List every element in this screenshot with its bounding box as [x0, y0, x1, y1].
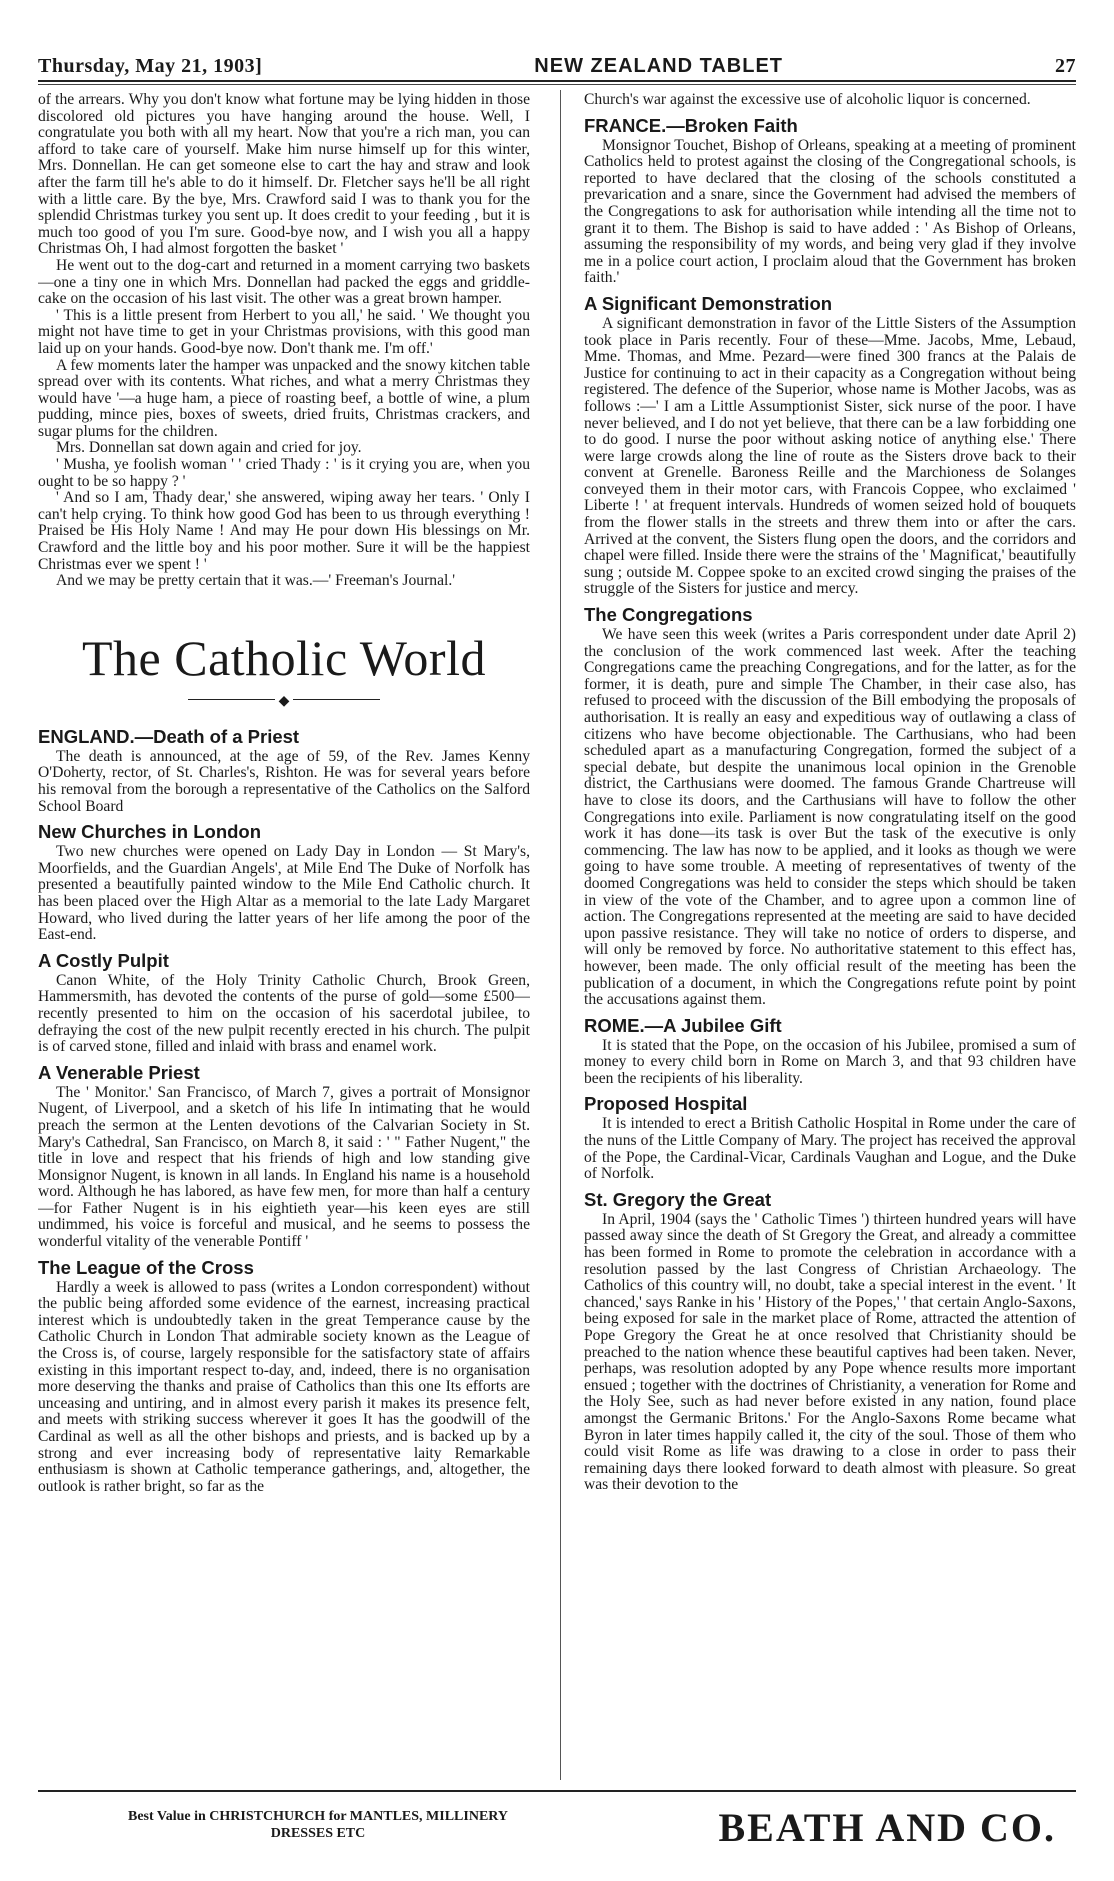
article-paragraph: Hardly a week is allowed to pass (writes a London correspondent) without the public being afforded some evidence of the earnest, increasing practical interest which is undoubtedly taken in the great Temperance cause by the Catholic Church in London That admirable society known as the League of the Cross is, of course, largely responsible for the satisfactory state of affairs existing in this important respect to-day, and, indeed, there is no organisation more deserving the thanks and praise of Catholics than this one Its efforts are unceasing and untiring, and in almost every parish it makes its presence felt, and meets with striking success wherever it goes It has the goodwill of the Cardinal as well as all the other bishops and priests, and is backed up by a strong and ever increasing body of representative laity Remarkable enthusiasm is shown at Catholic temperance gatherings, and, altogether, the outlook is rather bright, so far as the	[38, 1278, 530, 1495]
page-footer	[38, 1800, 1076, 1860]
publication-title: NEW ZEALAND TABLET	[534, 55, 784, 77]
page-header	[38, 38, 1076, 78]
article-heading: The Congregations	[584, 604, 753, 626]
article-paragraph: Monsignor Touchet, Bishop of Orleans, speaking at a meeting of prominent Catholics held to protest against the closing of the Congregational schools, is reported to have declared that the closing of the schools constituted a prevarication and a snare, since the Government had advised the members of the Congregations to ask for authorisation while intending all the time not to grant it to them. The Bishop is said to have added : ' As Bishop of Orleans, assuming the responsibility of my words, and being very glad if they involve me in a police court action, I proclaim aloud that the Government has broken faith.'	[584, 136, 1076, 287]
article-paragraph: In April, 1904 (says the ' Catholic Times ') thirteen hundred years will have passed away since the death of St Gregory the Great, and already a committee has been formed in Rome to promote the celebration in accordance with a resolution passed by the last Congress of Christian Archaeology. The Catholics of this country will, no doubt, take a special interest in the event. ' It chanced,' says Ranke in his ' History of the Popes,' ' that certain Anglo-Saxons, being exposed for sale in the market place of Rome, attracted the attention of Pope Gregory the Great he at once resolved that Christianity should be preached to the nation whence these beautiful captives had been taken. Never, perhaps, was resolution adopted by any Pope whence results more important ensued ; together with the doctrines of Christianity, a veneration for Rome and the Holy See, such as had never before existed in any nation, found place amongst the Germanic Britons.' For the Anglo-Saxons Rome became what Byron in later times happily called it, the city of the soul. Those of them who could visit Rome as life was drawing to a close in order to pass their remaining days there looked forward to death almost with pleasure. So great was their devotion to the	[584, 1210, 1076, 1494]
article-heading: A Venerable Priest	[38, 1061, 200, 1083]
article-heading: A Costly Pulpit	[38, 949, 169, 971]
lead-paragraph: Church's war against the excessive use of alcoholic liquor is concerned.	[584, 92, 1031, 108]
article-paragraph: Canon White, of the Holy Trinity Catholic Church, Brook Green, Hammersmith, has devoted the contents of the purse of gold—some £500—recently presented to him on the occasion of his sacerdotal jubilee, to defraying the cost of the new pulpit recently erected in his church. The pulpit is of carved stone, filled and inlaid with brass and enamel work.	[38, 971, 530, 1056]
footer-rule	[38, 1790, 1076, 1792]
header-date: Thursday, May 21, 1903]	[38, 55, 263, 77]
article-paragraph: We have seen this week (writes a Paris correspondent under date April 2) the conclusion of the work commenced last week. After the teaching Congregations came the preaching Congregations, and for the latter, as for the former, it is death, pure and simple The Chamber, in their case also, has refused to proceed with the discussion of the Bill embodying the proposals of authorisation. It is really an easy and expeditious way of outlawing a class of citizens who have become objectionable. The Carthusians, who had been scheduled apart as a manufacturing Congregation, formed the subject of a special debate, but despite the unanimous local opinion in the Grenoble district, the Carthusians were doomed. The famous Grande Chartreuse will have to close its doors, and the Carthusians will have to follow the other Congregations into exile. Parliament is now congratulating itself on the good work it has done—its task is over But the task of the executive is only commencing. The law has now to be applied, and it looks as though we were going to have some trouble. A meeting of representatives of twenty of the doomed Congregations was held to consider the steps which should be taken in view of the vote of the Chamber, and to agree upon a common line of action. The Congregations represented at the meeting are said to have decided upon passive resistance. They will take no notice of orders to disperse, and will only be removed by force. No authoritative statement to this effect has, however, been made. The only official result of the meeting has been the publication of a document, in which the Congregations refute point by point the accusations against them.	[584, 626, 1076, 1009]
article-paragraph: A significant demonstration in favor of the Little Sisters of the Assumption took place in Paris recently. Four of these—Mme. Jacobs, Mme, Lebaud, Mme. Thomas, and Mme. Pezard—were fined 300 francs at the Palais de Justice for continuing to act in their capacity as a Congregation without being registered. The defence of the Superior, whose name is Mother Jacobs, was as follows :—' I am a Little Assumptionist Sister, sick nurse of the poor. I have never believed, and I do not yet believe, that there can be a law forbidding one to do good. I nurse the poor without asking notice of anything else.' There were large crowds along the line of route as the Sisters drove back to their convent at Grenelle. Baroness Reille and the Marchioness de Solanges conveyed them in their motor cars, with Francois Coppee, who exclaimed ' Liberte ! ' at frequent intervals. Hundreds of women seized hold of bouquets from the flower stalls in the streets and threw them into or after the cars. Arrived at the convent, the Sisters flung open the doors, and the corridors and chapel were filled. Inside there were the strains of the ' Magnificat,' beautifully sung ; outside M. Coppee spoke to an excited crowd singing the praises of the struggle of the Sisters for justice and mercy.	[584, 314, 1076, 598]
left-column	[38, 92, 530, 1782]
diamond-icon: ◆	[275, 695, 294, 709]
header-rule	[38, 80, 1076, 82]
footer-advert	[98, 1808, 538, 1842]
article-paragraph: Two new churches were opened on Lady Day in London — St Mary's, Moorfields, and the Guardian Angels', at Mile End The Duke of Norfolk has presented a beautifully painted window to the Mile End Catholic church. It has been placed over the High Altar as a memorial to the late Lady Margaret Howard, who lived during the latter years of her life among the poor of the East-end.	[38, 843, 530, 944]
article-paragraph: The ' Monitor.' San Francisco, of March 7, gives a portrait of Monsignor Nugent, of Liverpool, and a sketch of his life In intimating that he would preach the sermon at the Lenten devotions of the Calvarian Society in St. Mary's Cathedral, San Francisco, on March 8, it said : ' " Father Nugent," the title in love and respect that his friends of high and low standing give Monsignor Nugent, is known in all lands. In England his name is a household word. Although he has labored, as have few men, for more than half a century—for Father Nugent is in his eightieth year—his keen eyes are still undimmed, his voice is forceful and musical, and he seems to possess the wonderful vitality of the venerable Pontiff '	[38, 1083, 530, 1251]
article-heading: ENGLAND.—Death of a Priest	[38, 725, 300, 747]
page-number: 27	[1055, 55, 1076, 77]
story-paragraph: of the arrears. Why you don't know what fortune may be lying hidden in those discolored old pictures you have hanging around the house. Well, I congratulate you both with all my heart. Now that you're a rich man, you can afford to take care of yourself. Make him nurse himself up for this winter, Mrs. Donnellan. He can get someone else to cart the hay and straw and look after the farm till he's able to do it himself. Dr. Fletcher says he'll be all right with a little care. By the bye, Mrs. Crawford said I was to thank you for the splendid Christmas turkey you sent up. It does credit to your feeding , but it is much too good of you I'm sure. Good-bye now, and I wish you all a happy Christmas Oh, I had almost forgotten the basket '	[38, 92, 530, 258]
article-heading: FRANCE.—Broken Faith	[584, 114, 798, 136]
article-heading: Proposed Hospital	[584, 1093, 748, 1115]
right-column	[584, 92, 1076, 1782]
article-paragraph: The death is announced, at the age of 59, of the Rev. James Kenny O'Doherty, rector, of St. Charles's, Rishton. He was for several years before his removal from the borough a representative of the Catholics on the Salford School Board	[38, 747, 530, 815]
article-heading: St. Gregory the Great	[584, 1188, 772, 1210]
advert-line: Best Value in CHRISTCHURCH for MANTLES, MILLINERY	[127, 1809, 509, 1824]
article-paragraph: It is intended to erect a British Catholic Hospital in Rome under the care of the nuns of the Little Company of Mary. The project has received the approval of the Pope, the Cardinal-Vicar, Cardinals Vaughan and Logue, and the Duke of Norfolk.	[584, 1115, 1076, 1183]
story-paragraph: ' This is a little present from Herbert to you all,' he said. ' We thought you might not have time to get in your Christmas provisions, with this good man laid up on your hands. Good-bye now. Don't thank me. I'm off.'	[38, 306, 530, 357]
story-paragraph: Mrs. Donnellan sat down again and cried for joy.	[56, 439, 362, 457]
article-paragraph: It is stated that the Pope, on the occasion of his Jubilee, promised a sum of money to every child born in Rome on March 3, and that 93 children have been the recipients of his liberality.	[584, 1036, 1076, 1087]
section-title: The Catholic World	[82, 629, 486, 686]
story-paragraph: ' And so I am, Thady dear,' she answered, wiping away her tears. ' Only I can't help crying. To think how good God has been to us through everything ! Praised be His Holy Name ! And may He pour down His blessings on Mr. Crawford and the little boy and his poor mother. Sure it will be the happiest Christmas ever we spent ! '	[38, 489, 530, 573]
advert-line: DRESSES ETC	[270, 1826, 366, 1841]
article-heading: ROME.—A Jubilee Gift	[584, 1014, 782, 1036]
story-paragraph: A few moments later the hamper was unpacked and the snowy kitchen table spread over with its contents. What riches, and what a merry Christmas they would have '—a huge ham, a piece of roasting beef, a bottle of wine, a plum pudding, mince pies, boxes of sweets, dried fruits, Christmas crackers, and sugar plums for the children.	[38, 356, 530, 440]
header-rule-thin	[38, 84, 1076, 85]
article-heading: The League of the Cross	[38, 1256, 254, 1278]
column-divider	[560, 90, 561, 1780]
story-paragraph: ' Musha, ye foolish woman ' ' cried Thady : ' is it crying you are, when you ought to be so happy ? '	[38, 456, 530, 490]
article-heading: A Significant Demonstration	[584, 292, 833, 314]
section-ornament	[38, 692, 530, 709]
story-paragraph: And we may be pretty certain that it was.—' Freeman's Journal.'	[56, 572, 456, 590]
article-heading: New Churches in London	[38, 821, 262, 843]
story-paragraph: He went out to the dog-cart and returned in a moment carrying two baskets—one a tiny one in which Mrs. Donnellan had packed the eggs and griddle-cake on the occasion of his last visit. The other was a great brown hamper.	[38, 256, 530, 308]
advert-company: BEATH AND CO.	[718, 1805, 1056, 1850]
